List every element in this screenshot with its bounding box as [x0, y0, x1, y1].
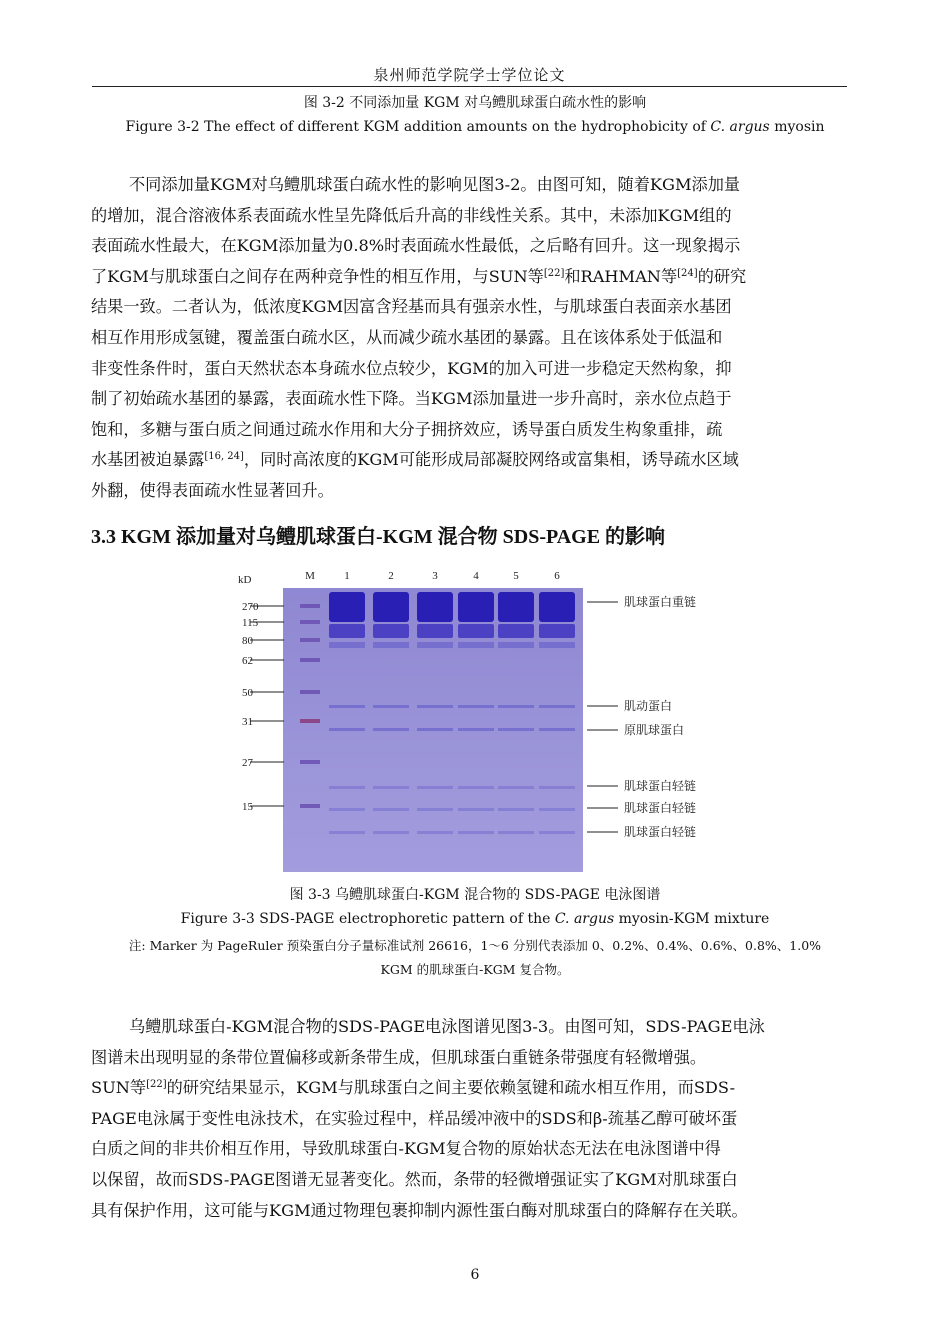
marker-kd-label: 270 — [242, 601, 259, 613]
light-chain-band — [458, 831, 494, 834]
lane-label: 5 — [513, 570, 519, 582]
light-chain-band — [417, 808, 453, 811]
faint-band — [417, 642, 453, 648]
marker-band — [300, 638, 320, 642]
tropomyosin-band — [417, 728, 453, 731]
upper-band — [373, 624, 409, 638]
faint-band — [329, 642, 365, 648]
band-label: 肌动蛋白 — [624, 699, 673, 713]
upper-band — [539, 624, 575, 638]
light-chain-band — [373, 808, 409, 811]
faint-band — [498, 642, 534, 648]
light-chain-band — [329, 808, 365, 811]
heavy-chain-band — [329, 592, 365, 622]
header-rule — [92, 86, 847, 87]
tropomyosin-band — [539, 728, 575, 731]
light-chain-band — [539, 786, 575, 789]
light-chain-band — [498, 786, 534, 789]
upper-band — [458, 624, 494, 638]
citation: [24] — [677, 267, 698, 279]
band-label: 原肌球蛋白 — [624, 723, 685, 737]
upper-band — [417, 624, 453, 638]
band-label: 肌球蛋白重链 — [624, 595, 697, 609]
light-chain-band — [539, 831, 575, 834]
citation: [22] — [146, 1079, 167, 1091]
light-chain-band — [329, 831, 365, 834]
light-chain-band — [417, 786, 453, 789]
marker-kd-label: 80 — [242, 635, 253, 647]
marker-kd-label: 115 — [242, 617, 259, 629]
marker-kd-label: 62 — [242, 655, 253, 667]
heavy-chain-band — [458, 592, 494, 622]
light-chain-band — [329, 786, 365, 789]
marker-band — [300, 658, 320, 662]
faint-band — [539, 642, 575, 648]
faint-band — [458, 642, 494, 648]
marker-kd-label: 15 — [242, 801, 253, 813]
lane-label: M — [305, 570, 315, 582]
citation: [22] — [543, 267, 565, 279]
band-label: 肌球蛋白轻链 — [624, 779, 697, 793]
citation: [16, 24] — [204, 451, 244, 463]
tropomyosin-band — [329, 728, 365, 731]
fig33-caption-cn: 图 3-3 乌鳢肌球蛋白-KGM 混合物的 SDS-PAGE 电泳图谱 — [289, 887, 661, 903]
band-label: 肌球蛋白轻链 — [624, 801, 697, 815]
band-label: 肌球蛋白轻链 — [624, 825, 697, 839]
marker-band — [300, 690, 320, 694]
marker-band — [300, 719, 320, 723]
marker-band — [300, 604, 320, 608]
marker-kd-label: 50 — [242, 687, 253, 699]
light-chain-band — [498, 831, 534, 834]
marker-kd-label: 27 — [242, 757, 253, 769]
sds-page-gel-figure — [220, 558, 720, 878]
light-chain-band — [373, 831, 409, 834]
unit-label: kD — [238, 574, 252, 586]
marker-band — [300, 804, 320, 808]
lane-label: 1 — [344, 570, 350, 582]
paragraph-sds-page: 乌鳢肌球蛋白-KGM混合物的SDS-PAGE电泳图谱见图3-3。由图可知，SDS-PAGE电泳 图谱未出现明显的条带位置偏移或新条带生成，但肌球蛋白重链条带强度有轻微增强。 SUN等[22]的研究结果显示，KGM与肌球蛋白之间主要依赖氢键和疏水相互作用，而SDS- PAGE电泳属于变性电泳技术，在实验过程中，样品缓冲液中的SDS和β-巯基乙醇可破坏蛋 白质之间的非共价相互作用，导致肌球蛋白-KGM复合物的原始状态无法在电泳图谱中得 以保留，故而SDS-PAGE图谱无显著变化。然而，条带的轻微增强证实了KGM对肌球蛋白 具有保护作用，这可能与KGM通过物理包裹抑制内源性蛋白酶对肌球蛋白的降解存在关联。 — [91, 1017, 765, 1220]
lane-label: 6 — [554, 570, 560, 582]
running-header: 泉州师范学院学士学位论文 — [373, 66, 566, 84]
fig33-note-line1: 注: Marker 为 PageRuler 预染蛋白分子量标准试剂 26616，1～6 分别代表添加 0、0.2%、0.4%、0.6%、0.8%、1.0% — [128, 938, 822, 953]
heavy-chain-band — [417, 592, 453, 622]
tropomyosin-band — [498, 728, 534, 731]
lane-label: 3 — [432, 570, 438, 582]
paragraph-hydrophobicity: 不同添加量KGM对乌鳢肌球蛋白疏水性的影响见图3-2。由图可知，随着KGM添加量 的增加，混合溶液体系表面疏水性呈先降低后升高的非线性关系。其中，未添加KGM组的 表面疏水性最大，在KGM添加量为0.8%时表面疏水性最低，之后略有回升。这一现象揭示 了KGM与肌球蛋白之间存在两种竞争性的相互作用，与SUN等[22]和RAHMAN等[24]的研究 结果一致。二者认为，低浓度KGM因富含羟基而具有强亲水性，与肌球蛋白表面亲水基团 相互作用形成氢键，覆盖蛋白疏水区，从而减少疏水基团的暴露。且在该体系处于低温和 非变性条件时，蛋白天然状态本身疏水位点较少，KGM的加入可进一步稳定天然构象，抑 制了初始疏水基团的暴露，表面疏水性下降。当KGM添加量进一步升高时，亲水位点趋于 饱和，多糖与蛋白质之间通过疏水作用和大分子拥挤效应，诱导蛋白质发生构象重排，疏 水基团被迫暴露[16, 24]，同时高浓度的KGM可能形成局部凝胶网络或富集相，诱导疏水区域 外翻，使得表面疏水性显著回升。 — [91, 175, 747, 500]
fig32-caption-cn: 图 3-2 不同添加量 KGM 对乌鳢肌球蛋白疏水性的影响 — [303, 95, 647, 111]
lane-label: 4 — [473, 570, 479, 582]
marker-kd-label: 31 — [242, 716, 253, 728]
light-chain-band — [498, 808, 534, 811]
marker-band — [300, 620, 320, 624]
tropomyosin-band — [373, 728, 409, 731]
actin-band — [458, 705, 494, 708]
marker-band — [300, 760, 320, 764]
section-heading: 3.3 KGM 添加量对乌鳢肌球蛋白-KGM 混合物 SDS-PAGE 的影响 — [91, 526, 666, 548]
actin-band — [539, 705, 575, 708]
fig33-note-line2: KGM 的肌球蛋白-KGM 复合物。 — [380, 962, 570, 977]
light-chain-band — [373, 786, 409, 789]
gel-image — [220, 558, 720, 878]
light-chain-band — [539, 808, 575, 811]
actin-band — [417, 705, 453, 708]
light-chain-band — [417, 831, 453, 834]
tropomyosin-band — [458, 728, 494, 731]
heavy-chain-band — [373, 592, 409, 622]
upper-band — [498, 624, 534, 638]
fig32-caption-en: Figure 3-2 The effect of different KGM addition amounts on the hydrophobicity of C. argus myosin — [125, 119, 825, 135]
faint-band — [373, 642, 409, 648]
light-chain-band — [458, 786, 494, 789]
actin-band — [329, 705, 365, 708]
page-number: 6 — [470, 1267, 480, 1283]
lane-label: 2 — [388, 570, 394, 582]
heavy-chain-band — [498, 592, 534, 622]
upper-band — [329, 624, 365, 638]
light-chain-band — [458, 808, 494, 811]
actin-band — [373, 705, 409, 708]
actin-band — [498, 705, 534, 708]
fig33-caption-en: Figure 3-3 SDS-PAGE electrophoretic pattern of the C. argus myosin-KGM mixture — [180, 911, 770, 927]
heavy-chain-band — [539, 592, 575, 622]
